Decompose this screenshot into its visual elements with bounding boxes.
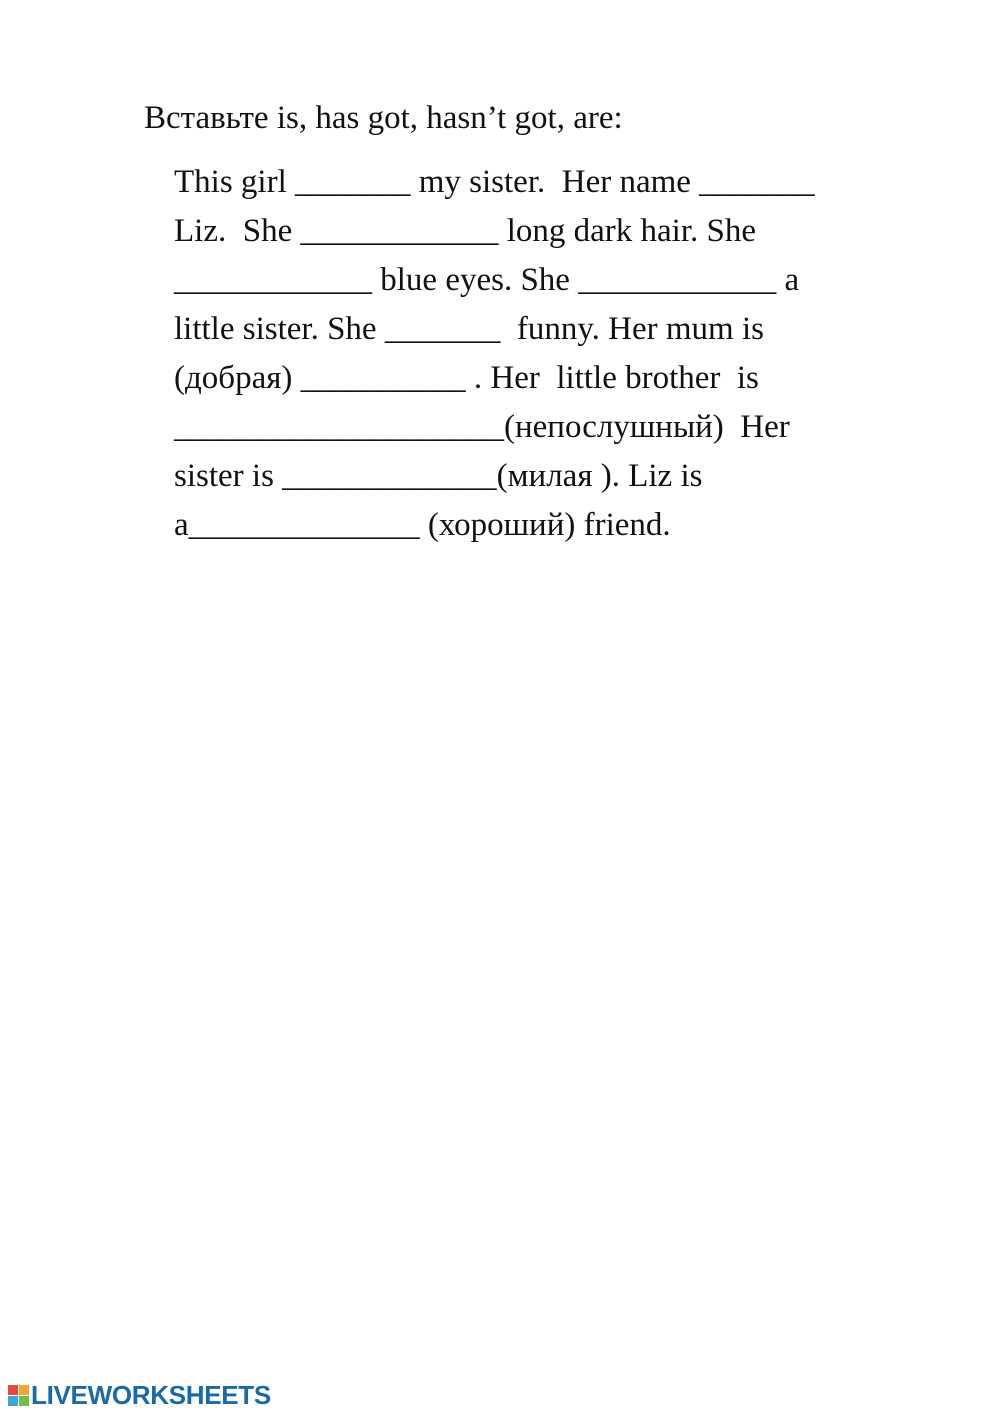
logo-block xyxy=(19,1396,29,1406)
exercise-line: This girl _______ my sister. Her name _______ xyxy=(174,164,815,200)
exercise-line: a______________ (хороший) friend. xyxy=(174,507,671,543)
exercise-line: ____________ blue eyes. She ____________ a xyxy=(174,262,800,298)
liveworksheets-logo xyxy=(8,1381,271,1409)
logo-block xyxy=(8,1396,18,1406)
exercise-line: little sister. She _______ funny. Her mum is xyxy=(174,311,764,347)
logo-block xyxy=(19,1385,29,1395)
logo-block xyxy=(8,1385,18,1395)
exercise-line: (добрая) __________ . Her little brother is xyxy=(174,360,759,396)
logo-icon xyxy=(8,1385,29,1406)
exercise-line: sister is _____________(милая ). Liz is xyxy=(174,458,703,494)
instruction-heading: Вставьте is, has got, hasn’t got, are: xyxy=(144,100,623,136)
exercise-line: Liz. She ____________ long dark hair. She xyxy=(174,213,757,249)
exercise-text xyxy=(174,161,914,553)
logo-text: LIVEWORKSHEETS xyxy=(31,1380,271,1410)
exercise-line: ____________________(непослушный) Her xyxy=(174,409,790,445)
